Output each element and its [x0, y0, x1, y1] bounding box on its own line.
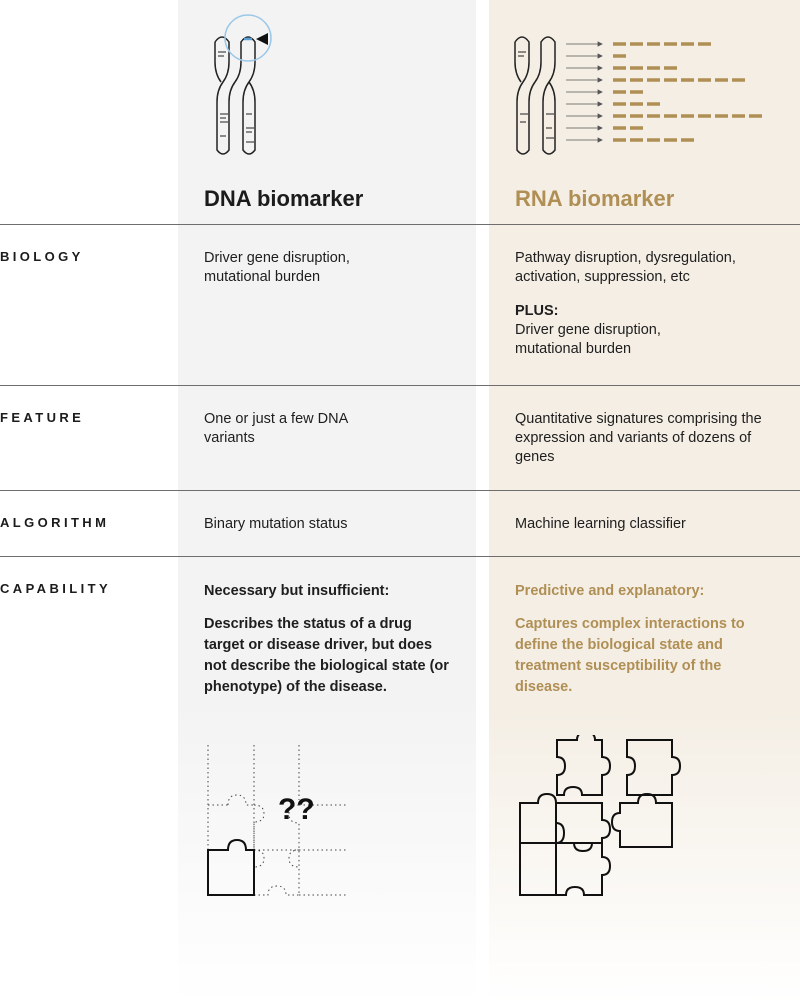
dna-puzzle-piece — [208, 840, 254, 895]
rna-chromosome-icon — [510, 10, 770, 162]
capability-dna-text: Describes the status of a drug target or disease driver, but does not describe the biological state (or phenotype) of the disease. — [204, 616, 449, 695]
row-label-feature: FEATURE — [0, 410, 85, 425]
row-label-biology: BIOLOGY — [0, 249, 84, 264]
algorithm-dna-text: Binary mutation status — [204, 516, 348, 532]
biology-rna-plus-label: PLUS: — [515, 303, 559, 319]
row-label-algorithm: ALGORITHM — [0, 515, 110, 530]
capability-dna-cell — [204, 581, 454, 698]
biology-rna-plus-text: Driver gene disruption, mutational burden — [515, 322, 661, 357]
biology-rna-cell — [515, 249, 765, 359]
row-divider — [0, 490, 800, 491]
rna-column-title: RNA biomarker — [515, 186, 675, 211]
feature-dna-text: One or just a few DNA variants — [204, 411, 348, 446]
biology-rna-text: Pathway disruption, dysregulation, activation, suppression, etc — [515, 250, 736, 285]
algorithm-rna-text: Machine learning classifier — [515, 516, 686, 532]
row-divider — [0, 224, 800, 225]
capability-dna-heading: Necessary but insufficient: — [204, 583, 390, 599]
puzzle-question-marks: ?? — [278, 793, 315, 826]
biology-dna-text: Driver gene disruption, mutational burden — [204, 250, 350, 285]
dna-incomplete-puzzle-illustration — [200, 740, 360, 910]
dna-column-title: DNA biomarker — [204, 186, 364, 211]
feature-rna-text: Quantitative signatures comprising the expression and variants of dozens of genes — [515, 411, 762, 465]
row-divider — [0, 385, 800, 386]
capability-rna-cell — [515, 581, 757, 698]
dna-locus-pointer-icon — [256, 33, 268, 45]
dna-chromosome-icon — [200, 10, 280, 162]
capability-rna-heading: Predictive and explanatory: — [515, 583, 705, 599]
rna-complete-puzzle-illustration — [512, 735, 692, 910]
row-divider — [0, 556, 800, 557]
row-label-capability: CAPABILITY — [0, 581, 112, 596]
capability-rna-text: Captures complex interactions to define the biological state and treatment susceptibility of the disease. — [515, 616, 745, 695]
